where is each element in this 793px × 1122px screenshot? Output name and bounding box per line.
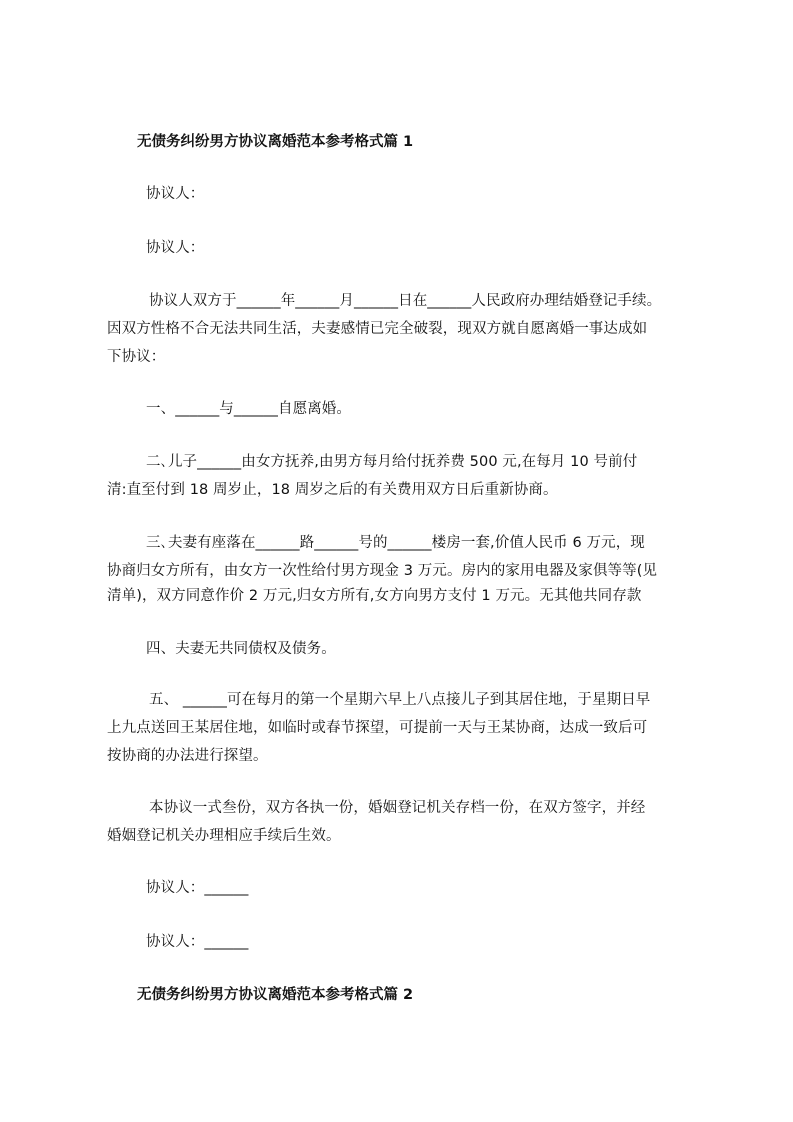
party-b-label: 协议人： (146, 240, 205, 256)
section-title-1: 无债务纠纷男方协议离婚范本参考格式篇 1 (137, 134, 414, 150)
intro-line-2: 因双方性格不合无法共同生活，夫妻感情已完全破裂，现双方就自愿离婚一事达成如 (107, 321, 648, 337)
section-title-2: 无债务纠纷男方协议离婚范本参考格式篇 2 (137, 987, 414, 1003)
clause-5-line-3: 按协商的办法进行探望。 (107, 748, 268, 764)
closing-line-2: 婚姻登记机关办理相应手续后生效。 (107, 828, 341, 844)
intro-line-3: 下协议： (107, 349, 166, 365)
clause-3-line-3: 清单)，双方同意作价 2 万元,归女方所有,女方向男方支付 1 万元。无其他共同存款 (107, 588, 642, 604)
signature-b: 协议人：______ (146, 934, 249, 950)
clause-3-line-2: 协商归女方所有，由女方一次性给付男方现金 3 万元。房内的家用电器及家俱等等(见 (107, 563, 658, 579)
signature-a: 协议人：______ (146, 880, 249, 896)
clause-2-line-2: 清:直至付到 18 周岁止，18 周岁之后的有关费用双方日后重新协商。 (107, 482, 558, 498)
clause-5-line-2: 上九点送回王某居住地，如临时或春节探望，可提前一天与王某协商，达成一致后可 (107, 720, 648, 736)
clause-3-line-1: 三､夫妻有座落在______路______号的______楼房一套,价值人民币 6 万元，现 (146, 535, 645, 551)
clause-4: 四、夫妻无共同债权及债务。 (146, 641, 336, 657)
closing-line-1: 本协议一式叁份，双方各执一份，婚姻登记机关存档一份，在双方签字，并经 (149, 800, 646, 816)
clause-2-line-1: 二､儿子______由女方抚养,由男方每月给付抚养费 500 元,在每月 10 号前付 (146, 454, 638, 470)
clause-5-line-1: 五、 ______可在每月的第一个星期六早上八点接儿子到其居住地，于星期日早 (149, 692, 651, 708)
intro-line-1: 协议人双方于______年______月______日在______人民政府办理结婚登记手续。 (149, 293, 662, 309)
clause-1: 一、______与______自愿离婚。 (146, 401, 351, 417)
party-a-label: 协议人： (146, 186, 205, 202)
